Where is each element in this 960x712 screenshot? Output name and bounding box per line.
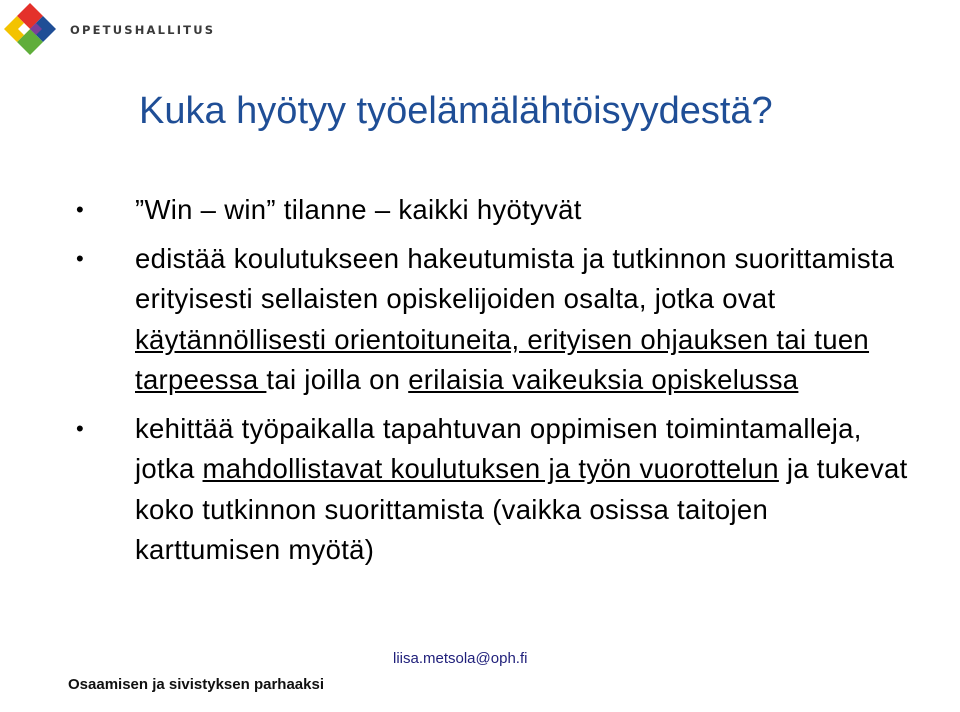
- bullet-dot-icon: •: [76, 415, 84, 441]
- brand-name: OPETUSHALLITUS: [70, 23, 216, 37]
- bullet-text: [135, 190, 915, 231]
- bullet-text-segment: ja tukevat koko tutkinnon suorittamista (vaikka osissa taitojen karttumisen myötä): [135, 453, 908, 565]
- bullet-text-underlined: mahdollistavat koulutuksen ja työn vuorottelun: [202, 453, 779, 484]
- slide-title: Kuka hyötyy työelämälähtöisyydestä?: [139, 90, 773, 132]
- bullet-text: [135, 409, 915, 571]
- bullet-text-segment: ”Win – win” tilanne – kaikki hyötyvät: [135, 194, 582, 225]
- footer-slogan: Osaamisen ja sivistyksen parhaaksi: [68, 676, 324, 693]
- bullet-dot-icon: •: [76, 245, 84, 271]
- bullet-text-segment: kehittää työpaikalla tapahtuvan oppimisen toimintamalleja, jotka: [135, 412, 862, 484]
- bullet-text: [135, 239, 915, 401]
- bullet-text-underlined: erilaisia vaikeuksia opiskelussa: [408, 364, 799, 395]
- bullet-item: [0, 190, 960, 231]
- bullet-dot-icon: •: [76, 197, 84, 222]
- bullet-text-segment: tai joilla on: [266, 364, 409, 395]
- logo: [2, 2, 215, 58]
- bullet-item: [0, 409, 960, 571]
- opetushallitus-logo-icon: [2, 2, 58, 58]
- footer-email: liisa.metsola@oph.fi: [393, 650, 528, 667]
- bullet-item: [0, 239, 960, 401]
- bullet-text-underlined: käytännöllisesti orientoituneita, erityisen ohjauksen tai tuen tarpeessa: [135, 323, 870, 395]
- bullet-text-segment: edistää koulutukseen hakeutumista ja tutkinnon suorittamista erityisesti sellaisten opiskelijoiden osalta, jotka ovat: [135, 242, 895, 314]
- bullet-list: [0, 190, 960, 579]
